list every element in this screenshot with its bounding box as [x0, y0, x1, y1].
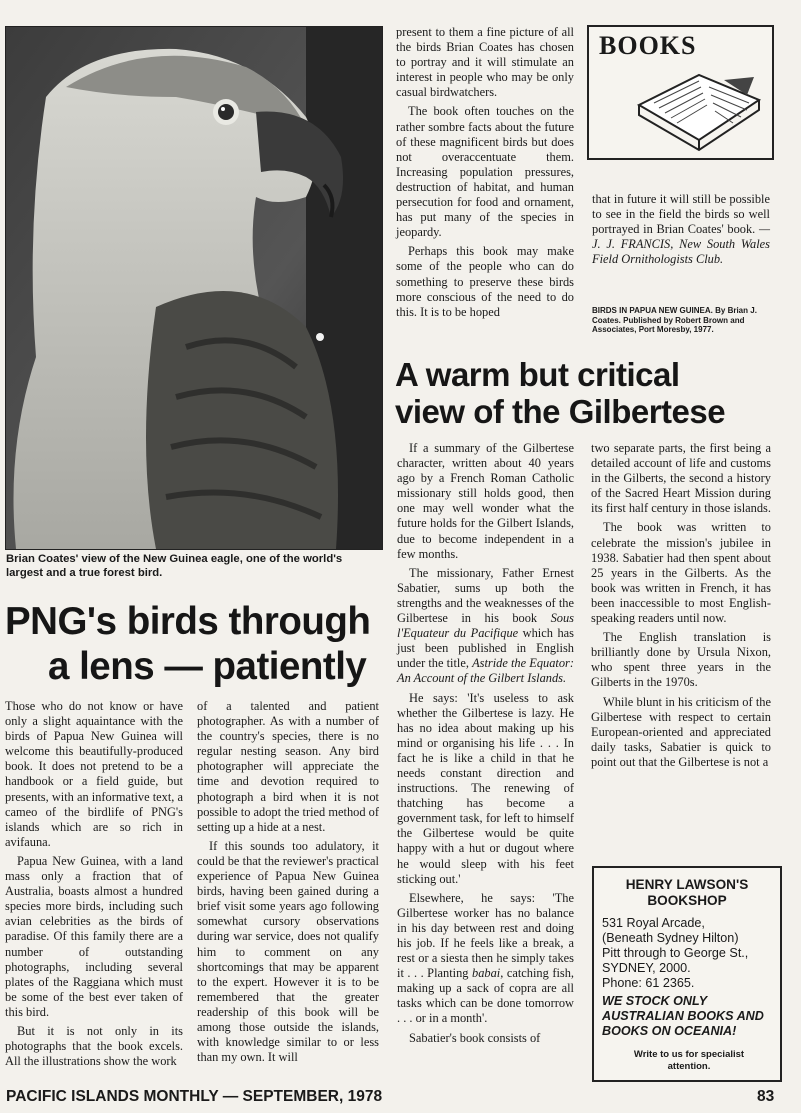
- paragraph-text: The missionary, Father Ernest Sabatier, sums up both the strengths and the weaknesses of the Gilbertese in his book: [397, 565, 574, 626]
- babai-word: babai: [472, 966, 501, 981]
- ad-address-line: 531 Royal Arcade,: [602, 916, 705, 930]
- reviewer-signature: — J. J. FRANCIS, New South Wales Field Ornithologists Club.: [592, 222, 770, 267]
- book-title-english: Astride the Equator: An Account of the Gilbert Islands.: [397, 656, 574, 686]
- paragraph: [592, 192, 770, 267]
- article1-column3: [396, 25, 574, 324]
- paragraph: of a talented and patient photographer. As with a number of the country's species, there is no regular nesting season. Any bird photographer will appreciate the time and devotion required to photograph a bird when it is not possible to adopt the tried method of setting up a hide at a nest.: [197, 699, 379, 834]
- books-section-box: [587, 25, 774, 160]
- paragraph: If a summary of the Gilbertese character, written about 40 years ago by a French Roman Catholic missionary still holds good, then one may well wonder what the future holds for the Gilbert Islands, due to become independent in a few months.: [397, 441, 574, 561]
- article2-headline-line1: A warm but critical: [395, 356, 680, 393]
- article2-column1: [397, 441, 574, 1050]
- article1-column1: [5, 699, 183, 1073]
- paragraph: The English translation is brilliantly done by Ursula Nixon, who spent three years in the Gilberts in the 1970s.: [591, 630, 771, 690]
- bookshop-advertisement: [592, 866, 782, 1082]
- paragraph-text: that in future it will still be possible to see in the field the birds so well portrayed in Brian Coates' book.: [592, 192, 770, 237]
- paragraph-text: Elsewhere, he says: 'The Gilbertese worker has no balance in his day between rest and doing his job. If he feels like a break, a rest or a siesta then he simply takes it . . . Planting: [397, 890, 574, 981]
- ad-stock-slogan: WE STOCK ONLY AUSTRALIAN BOOKS AND BOOKS ON OCEANIA!: [602, 994, 764, 1038]
- paragraph: The book often touches on the rather sombre facts about the future of these magnificent birds but does not overaccentuate them. Increasing population pressures, destruction of habitat, and human persecution for food and ornament, has put many of the species in jeopardy.: [396, 104, 574, 240]
- paragraph: While blunt in his criticism of the Gilbertese with respect to certain European-oriented and appreciated daily tasks, Sabatier is quick to point out that the Gilbertese is not a: [591, 694, 771, 769]
- ad-address-line: Pitt through to George St.,: [602, 946, 749, 960]
- article2-column2: [591, 441, 771, 774]
- ad-address-line: SYDNEY, 2000.: [602, 961, 691, 975]
- article1-headline-line2: a lens — patiently: [48, 645, 367, 688]
- page-number: 83: [757, 1088, 775, 1105]
- paragraph: If this sounds too adulatory, it could be that the reviewer's practical experience of Papua New Guinea birds, having been gained during a brief visit some years ago following somewhat cursory observations during war service, does not qualify him to comment on any shortcomings that may be apparent to the expert. However it is to be remembered that the greater readership of this book will be among those outside the islands, with knowledge similar to or less than my own. It will: [197, 838, 379, 1065]
- ad-address: [602, 916, 778, 991]
- eagle-photo: [5, 26, 383, 550]
- ad-address-line: (Beneath Sydney Hilton): [602, 931, 739, 945]
- ad-title-line2: BOOKSHOP: [647, 893, 727, 908]
- ad-title-line1: HENRY LAWSON'S: [625, 877, 749, 892]
- paragraph-text: , catching fish, making up a sack of copra are all tasks which can be done tomorrow . . . or in a month'.: [397, 966, 575, 1026]
- paragraph: [397, 566, 574, 687]
- book-credit: BIRDS IN PAPUA NEW GUINEA. By Brian J. Coates. Published by Robert Brown and Associates, Port Moresby, 1977.: [592, 306, 757, 334]
- paragraph-text: which has just been published in English under the title,: [397, 626, 574, 671]
- paragraph: Those who do not know or have only a slight aquaintance with the birds of Papua New Guinea will welcome this beautifully-produced book. It does not pretend to be a handbook or a field guide, but presents, with an informative text, a cameo of the birdlife of PNG's islands which are so rich in avifauna.: [5, 699, 183, 849]
- ad-phone: Phone: 61 2365.: [602, 976, 695, 990]
- article1-column2: [197, 699, 379, 1069]
- paragraph: Perhaps this book may make some of the people who can do something to preserve these birds more conscious of the need to do this. It is to be hoped: [396, 244, 574, 319]
- eagle-illustration: [6, 27, 382, 549]
- open-book-icon: [629, 65, 769, 155]
- photo-caption: Brian Coates' view of the New Guinea eagle, one of the world's largest and a true forest bird.: [6, 553, 343, 579]
- book-title-french: Sous l'Equateur du Pacifique: [397, 611, 574, 641]
- paragraph: two separate parts, the first being a detailed account of life and customs in the Gilberts, the second a history of the Sacred Heart Mission during its first half century in those islands.: [591, 441, 771, 516]
- paragraph: The book was written to celebrate the mission's jubilee in 1938. Sabatier had then spent about 25 years in the Gilberts. As the book was written in French, it has been inaccessible to most English-speaking readers until now.: [591, 520, 771, 626]
- paragraph: But it is not only in its photographs that the book excels. All the illustrations show the work: [5, 1023, 183, 1069]
- article2-headline-line2: view of the Gilbertese: [395, 393, 726, 430]
- article1-column4: [592, 192, 770, 267]
- paragraph: [397, 891, 574, 1027]
- article1-headline-line1: PNG's birds through: [5, 600, 371, 643]
- ad-note: Write to us for specialist attention.: [633, 1049, 745, 1072]
- paragraph: He says: 'It's useless to ask whether the Gilbertese is lazy. He has no idea about making up his mind or organising his life . . . In fact he is like a child in that he needs constant direction and instructions. The renewing of thatching has become a government task, for left to himself the Gilbertese would be quite happy with a hut or dugout where he would sleep with his feet sticking out.': [397, 690, 574, 886]
- paragraph: present to them a fine picture of all the birds Brian Coates has chosen to portray and it will stimulate an interest in people who may be only casual birdwatchers.: [396, 25, 574, 100]
- paragraph: Sabatier's book consists of: [409, 1030, 541, 1045]
- footer-masthead: PACIFIC ISLANDS MONTHLY — SEPTEMBER, 1978: [6, 1088, 383, 1105]
- paragraph: Papua New Guinea, with a land mass only a fraction that of Australia, boasts almost a hundred species more birds, including such avian celebrities as the birds of paradise. Of this family there are a number of outstanding photographs, including several plates of the Raggiana which must be some of the best ever taken of this bird.: [5, 853, 183, 1019]
- books-title: BOOKS: [599, 31, 697, 60]
